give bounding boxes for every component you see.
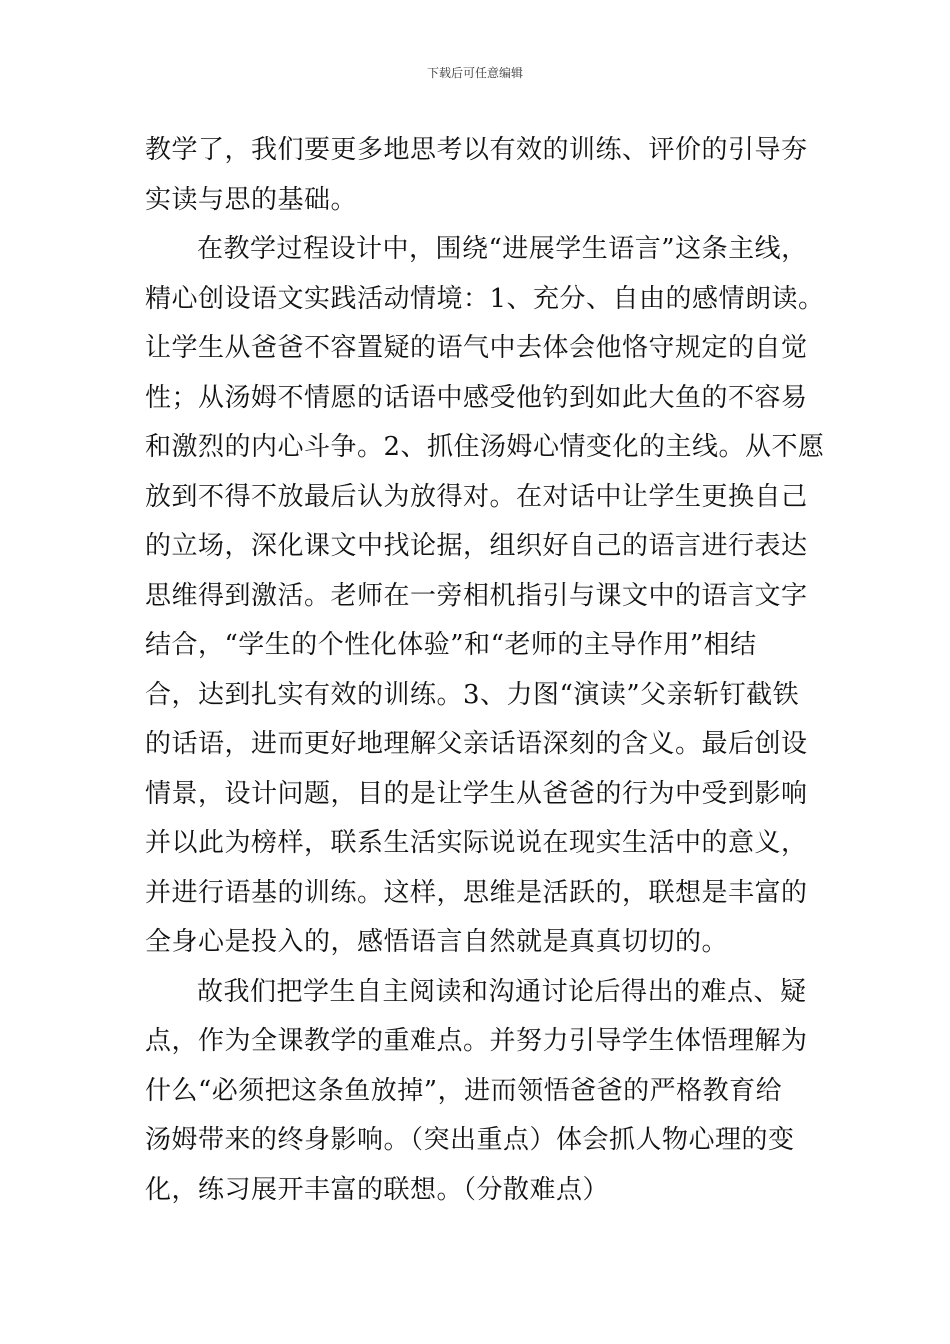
document-body: [145, 126, 835, 1215]
text-line: 精心创设语文实践活动情境：1、充分、自由的感情朗读。: [145, 283, 825, 314]
text-line: 的立场，深化课文中找论据，组织好自己的语言进行表达: [145, 531, 808, 561]
text-line: 结合，“学生的个性化体验”和“老师的主导作用”相结: [145, 630, 757, 660]
text-line: 什么“必须把这条鱼放掉”，进而领悟爸爸的严格教育给: [145, 1075, 783, 1106]
text-line: 性；从汤姆不情愿的话语中感受他钓到如此大鱼的不容易: [145, 382, 808, 413]
text-line: 教学了，我们要更多地思考以有效的训练、评价的引导夯: [145, 135, 808, 165]
text-line: 汤姆带来的终身影响。（突出重点）体会抓人物心理的变: [145, 1125, 795, 1155]
text-line: 合，达到扎实有效的训练。3、力图“演读”父亲斩钉截铁: [145, 679, 800, 710]
text-line: 和激烈的内心斗争。2、抓住汤姆心情变化的主线。从不愿: [145, 432, 825, 462]
text-line: 让学生从爸爸不容置疑的语气中去体会他恪守规定的自觉: [145, 333, 808, 363]
text-line: 并以此为榜样，联系生活实际说说在现实生活中的意义，: [145, 828, 808, 858]
paragraph-start-line: 在教学过程设计中，围绕“进展学生语言”这条主线，: [197, 234, 808, 264]
text-line: 放到不得不放最后认为放得对。在对话中让学生更换自己: [145, 481, 808, 512]
paragraph-start-line: 故我们把学生自主阅读和沟通讨论后得出的难点、疑: [197, 976, 807, 1007]
text-line: 点，作为全课教学的重难点。并努力引导学生体悟理解为: [145, 1026, 808, 1056]
text-line: 并进行语基的训练。这样，思维是活跃的，联想是丰富的: [145, 877, 808, 908]
page-header: 下载后可任意编辑: [426, 66, 523, 80]
text-line: 实读与思的基础。: [145, 184, 358, 215]
text-line: 思维得到激活。老师在一旁相机指引与课文中的语言文字: [145, 580, 808, 611]
text-line: 情景，设计问题，目的是让学生从爸爸的行为中受到影响: [145, 778, 808, 809]
text-line: 化，练习展开丰富的联想。（分散难点）: [145, 1174, 610, 1205]
text-line: 的话语，进而更好地理解父亲话语深刻的含义。最后创设: [145, 729, 808, 759]
text-line: 全身心是投入的，感悟语言自然就是真真切切的。: [145, 927, 729, 957]
